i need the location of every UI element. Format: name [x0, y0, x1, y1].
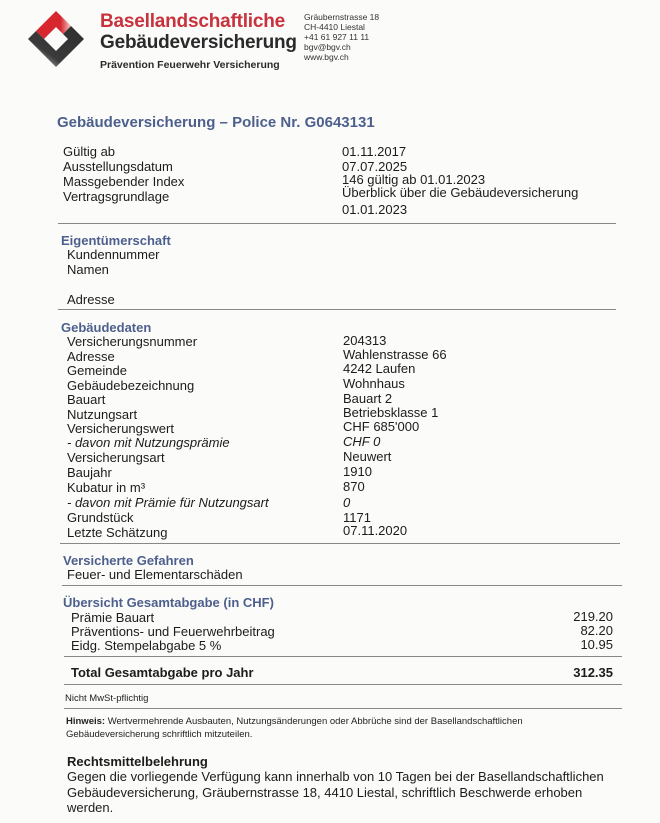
row-label: Präventions- und Feuerwehrbeitrag — [71, 624, 275, 639]
divider — [58, 223, 616, 224]
section-title-risks: Versicherte Gefahren — [63, 553, 194, 568]
row-value: 204313 — [343, 333, 387, 348]
row-label: Kubatur in m³ — [67, 480, 146, 495]
row-label: Versicherungswert — [67, 421, 174, 436]
hint-note-continued: Gebäudeversicherung schriftlich mitzuteilen. — [66, 729, 253, 740]
row-value: Überblick über die Gebäudeversicherung — [342, 185, 579, 200]
row-label: Kundennummer — [67, 247, 160, 262]
section-title-owner: Eigentümerschaft — [61, 233, 171, 248]
row-label: Bauart — [67, 392, 106, 407]
divider — [58, 309, 616, 310]
row-value: Neuwert — [343, 449, 392, 464]
divider — [64, 656, 622, 657]
row-label: Ausstellungsdatum — [63, 159, 173, 174]
row-label: Massgebender Index — [63, 174, 185, 189]
contact-city: CH-4410 Liestal — [304, 22, 365, 32]
contact-email[interactable]: bgv@bgv.ch — [304, 42, 351, 52]
row-value: CHF 0 — [343, 434, 381, 449]
divider — [62, 585, 622, 586]
row-label: Namen — [67, 262, 109, 277]
bgv-diamond-logo-icon — [27, 10, 85, 68]
row-label: - davon mit Prämie für Nutzungsart — [67, 495, 269, 510]
total-amount: 312.35 — [573, 665, 613, 680]
section-title-building: Gebäudedaten — [61, 320, 152, 335]
row-value: 1171 — [343, 510, 371, 525]
row-label: Gültig ab — [63, 144, 116, 159]
divider — [64, 684, 622, 685]
row-label: Letzte Schätzung — [67, 525, 168, 540]
row-value: 07.07.2025 — [342, 159, 408, 174]
row-label: Gemeinde — [67, 363, 127, 378]
risks-text: Feuer- und Elementarschäden — [67, 567, 243, 582]
contact-block — [304, 12, 379, 62]
document-title: Gebäudeversicherung – Police Nr. G0643131 — [57, 114, 375, 131]
contact-website[interactable]: www.bgv.ch — [304, 52, 349, 62]
row-value: 870 — [343, 479, 365, 494]
row-label: Adresse — [67, 349, 115, 364]
legal-text: Gegen die vorliegende Verfügung kann innerhalb von 10 Tagen bei der Basellandschaftlichen Gebäudeversicherung, Gräubernstrasse 18, 4410 Liestal, schriftlich Beschwerde erhoben werden. — [67, 769, 604, 815]
contact-phone: +41 61 927 11 11 — [304, 32, 370, 42]
contact-street: Gräubernstrasse 18 — [304, 12, 380, 22]
row-label: Gebäudebezeichnung — [67, 378, 195, 393]
row-value: CHF 685'000 — [343, 419, 420, 434]
hint-note — [66, 716, 523, 728]
row-value-continued: 01.01.2023 — [342, 202, 408, 217]
row-value: 4242 Laufen — [343, 361, 416, 376]
legal-title: Rechtsmittelbelehrung — [67, 754, 208, 769]
divider — [60, 543, 620, 544]
row-value: 146 gültig ab 01.01.2023 — [342, 172, 486, 187]
summary-amount: 10.95 — [580, 637, 613, 652]
row-label: Baujahr — [67, 465, 112, 480]
row-label: Versicherungsnummer — [67, 334, 198, 349]
row-value: Betriebsklasse 1 — [343, 405, 439, 420]
row-value: Bauart 2 — [343, 391, 393, 406]
vat-note: Nicht MwSt-pflichtig — [65, 693, 149, 704]
row-value: 07.11.2020 — [343, 523, 408, 538]
row-label: Vertragsgrundlage — [63, 189, 170, 204]
row-value: 01.11.2017 — [342, 144, 407, 159]
row-label: - davon mit Nutzungsprämie — [67, 435, 230, 450]
brand-name-line1: Basellandschaftliche — [100, 11, 286, 32]
row-value: Wahlenstrasse 66 — [343, 347, 447, 362]
row-label: Versicherungsart — [67, 450, 165, 465]
row-label: Eidg. Stempelabgabe 5 % — [71, 638, 222, 653]
row-label: Nutzungsart — [67, 407, 138, 422]
brand-name-line2: Gebäudeversicherung — [100, 32, 297, 53]
row-label: Prämie Bauart — [71, 610, 155, 625]
brand-tagline: Prävention Feuerwehr Versicherung — [100, 59, 280, 71]
row-value: 0 — [343, 495, 351, 510]
row-label: Adresse — [67, 292, 115, 307]
brand-block — [100, 12, 297, 71]
row-label: Grundstück — [67, 510, 134, 525]
hint-label: Hinweis: — [66, 716, 106, 727]
summary-amount: 82.20 — [580, 623, 613, 638]
summary-amount: 219.20 — [573, 609, 613, 624]
divider — [64, 708, 622, 709]
total-label: Total Gesamtabgabe pro Jahr — [71, 665, 254, 680]
row-value: Wohnhaus — [343, 376, 405, 391]
hint-text: Wertvermehrende Ausbauten, Nutzungsänderungen oder Abbrüche sind der Basellandschaftlichen — [105, 716, 523, 727]
row-value: 1910 — [343, 464, 372, 479]
section-title-summary: Übersicht Gesamtabgabe (in CHF) — [63, 595, 274, 610]
